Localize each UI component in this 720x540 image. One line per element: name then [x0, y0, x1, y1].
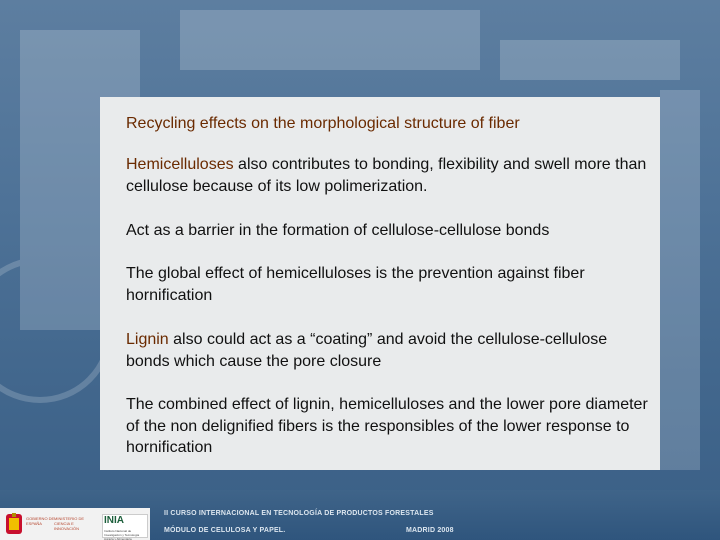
inia-subtitle: Instituto Nacional de Investigación y Tecnología Agraria y Alimentaria — [104, 529, 140, 540]
paragraph-lignin — [126, 329, 651, 372]
paragraph-global-effect: The global effect of hemicelluloses is the prevention against fiber hornification — [126, 265, 585, 304]
ministry-label-2: MINISTERIO DE CIENCIA E INNOVACIÓN — [54, 516, 85, 531]
spain-coat-of-arms-icon — [4, 512, 24, 536]
footer-module: MÓDULO DE CELULOSA Y PAPEL. — [164, 527, 286, 534]
paragraph-barrier: Act as a barrier in the formation of cellulose-cellulose bonds — [126, 222, 550, 239]
paragraph-combined-effect: The combined effect of lignin, hemicelluloses and the lower pore diameter of the non delignified fibers is the responsibles of the lower response to hornification — [126, 396, 648, 456]
highlight-hemicelluloses: Hemicelluloses — [126, 156, 234, 173]
ministry-label-1: GOBIERNO DE ESPAÑA — [26, 516, 55, 526]
paragraph-hemicelluloses — [126, 154, 651, 197]
slide-title: Recycling effects on the morphological structure of fiber — [126, 115, 520, 132]
inia-logo: INIA — [104, 515, 124, 526]
paragraph-lignin-text: also could act as a “coating” and avoid the cellulose-cellulose bonds which cause the pore closure — [126, 331, 608, 370]
highlight-lignin: Lignin — [126, 331, 169, 348]
footer-location-date: MADRID 2008 — [406, 527, 454, 534]
footer-course-title: II CURSO INTERNACIONAL EN TECNOLOGÍA DE PRODUCTOS FORESTALES — [164, 510, 434, 517]
paragraph-hemicelluloses-text: also contributes to bonding, flexibility and swell more than cellulose because of its low polimerization. — [126, 156, 647, 195]
